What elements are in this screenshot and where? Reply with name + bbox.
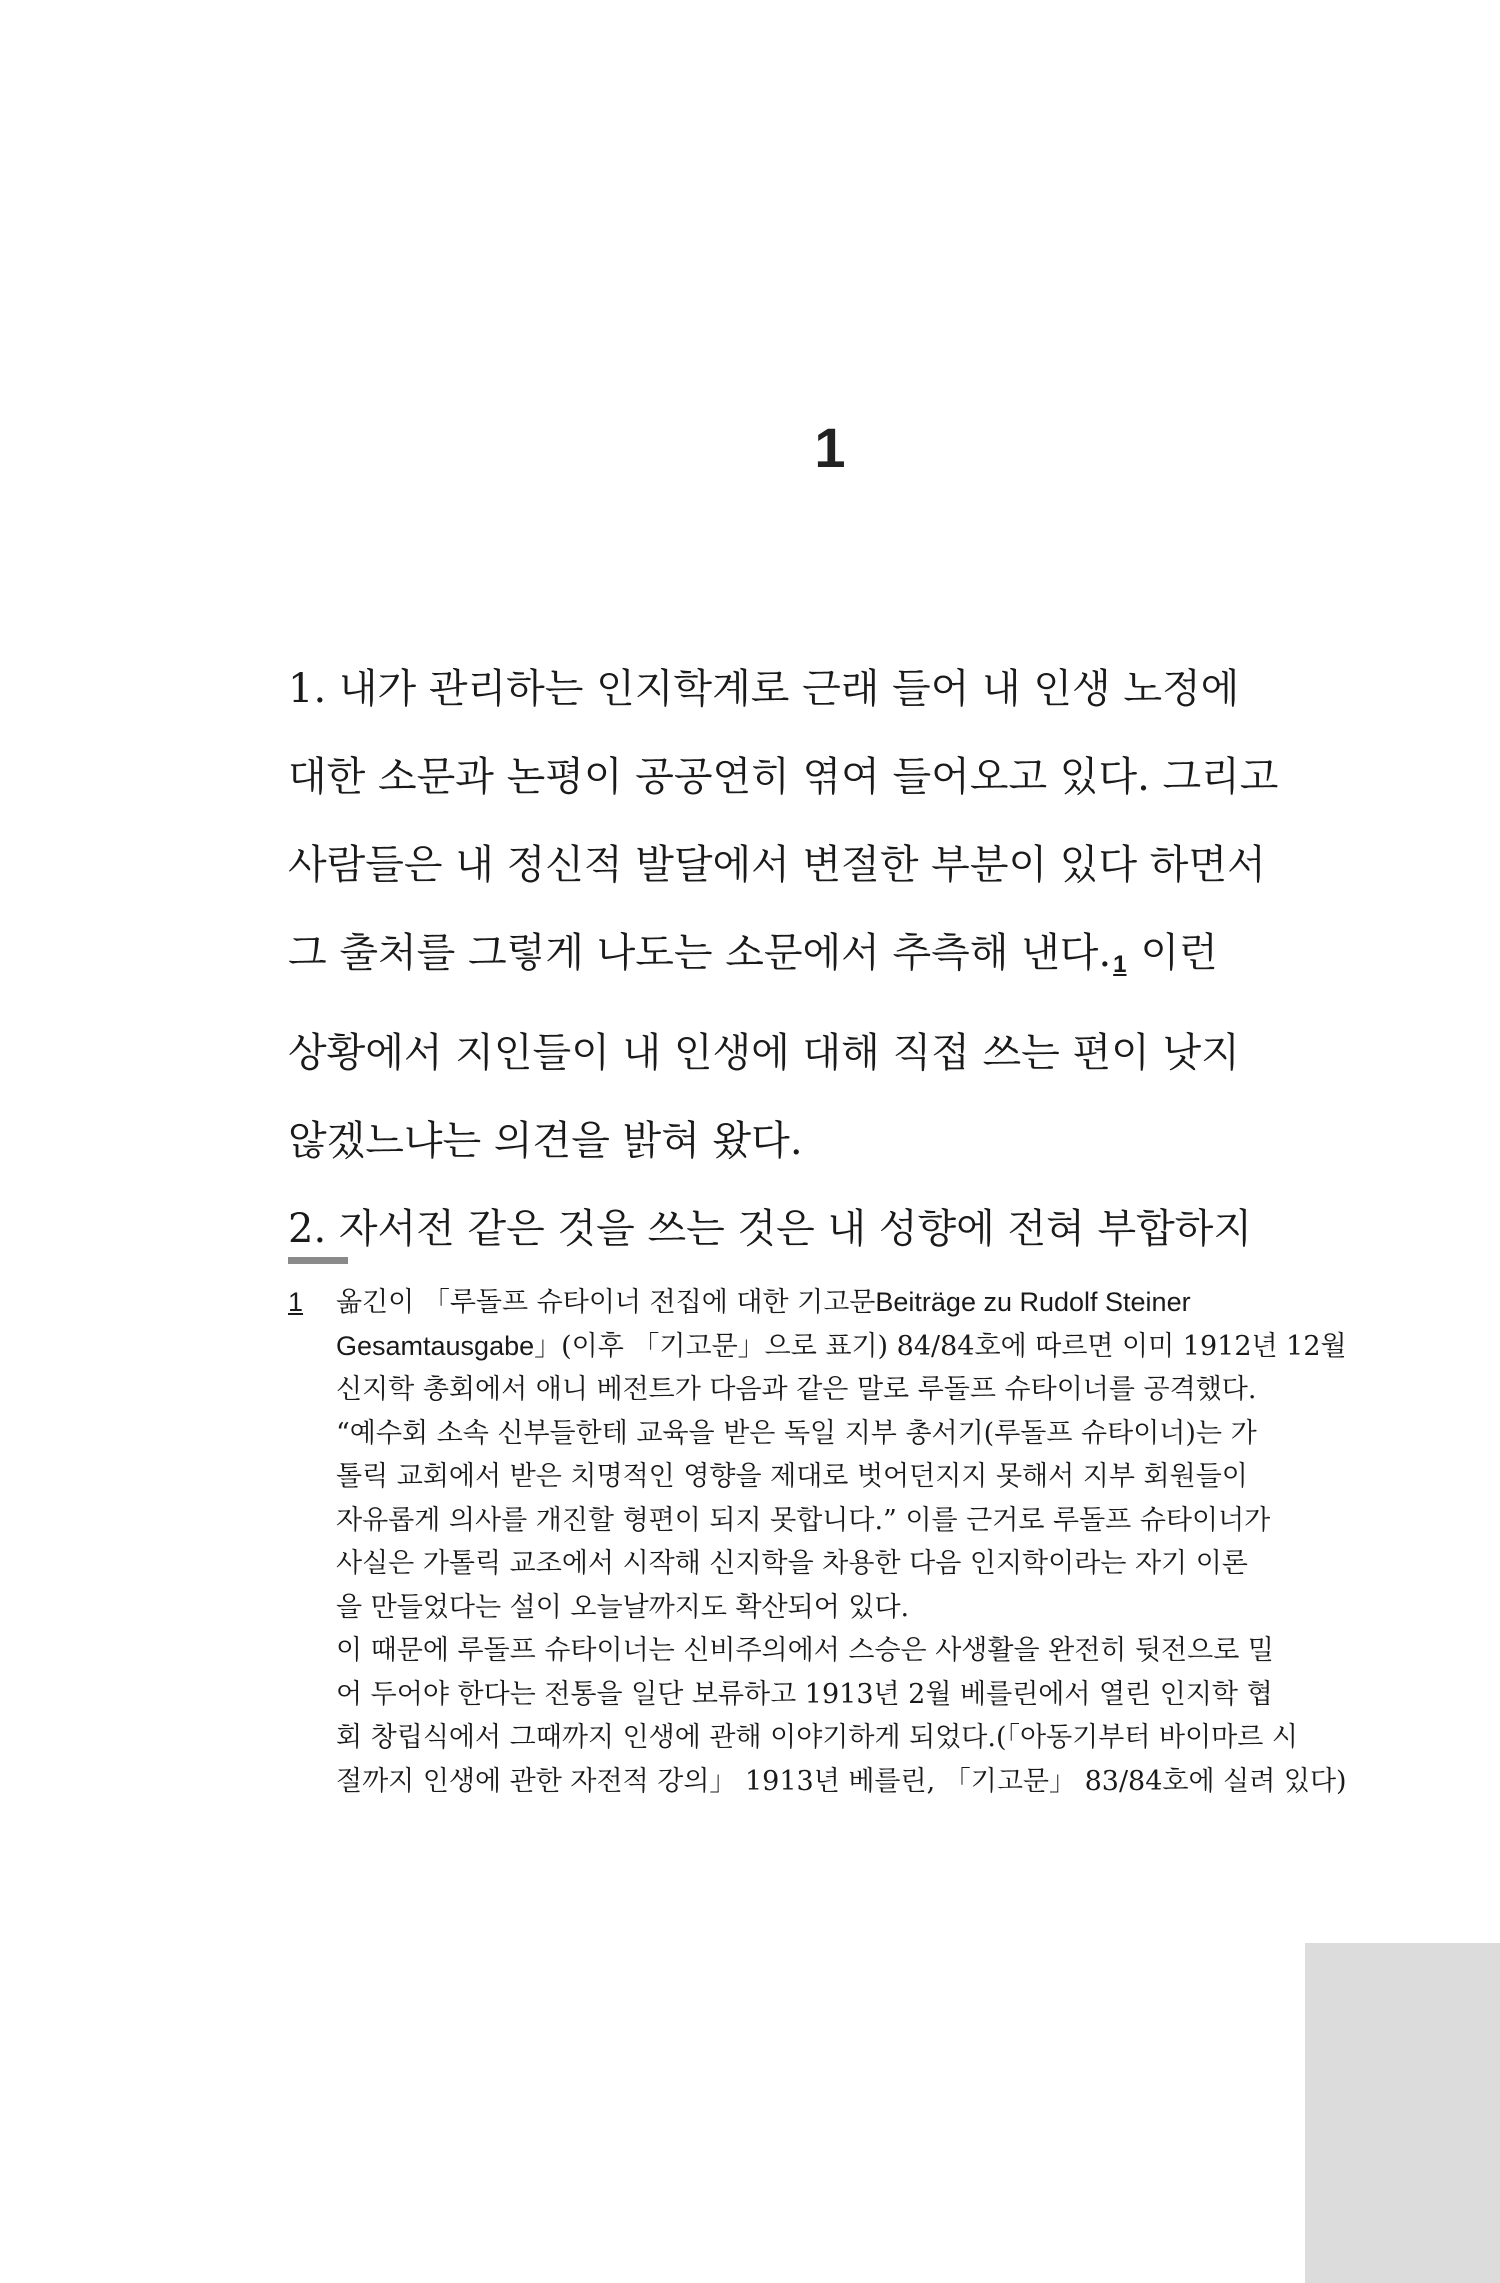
text-line: 않겠느냐는 의견을 밝혀 왔다.: [288, 1118, 803, 1164]
footnote-line: 자유롭게 의사를 개진할 형편이 되지 못합니다.” 이를 근거로 루돌프 슈타이너가: [336, 1504, 1271, 1536]
footnotes: [288, 1281, 1378, 1803]
paragraph-2: [288, 1185, 1388, 1273]
text-segment: 그 출처를 그렇게 나도는 소문에서 추측해 낸다.: [288, 930, 1112, 976]
body-text: [288, 645, 1388, 1273]
footnote-german-title: Beiträge zu Rudolf Steiner: [875, 1287, 1191, 1317]
text-line: 2. 자서전 같은 것을 쓰는 것은 내 성향에 전혀 부합하지: [288, 1206, 1253, 1252]
footnote-line: 회 창립식에서 그때까지 인생에 관해 이야기하게 되었다.(「아동기부터 바이마르 시: [336, 1722, 1298, 1753]
chapter-number: 1: [814, 416, 846, 479]
footnote-line: 절까지 인생에 관한 자전적 강의」 1913년 베를린, 「기고문」 83/84호에 실려 있다): [336, 1765, 1347, 1797]
footnote-reference-link[interactable]: 1: [1113, 951, 1127, 978]
footnote-line: [336, 1281, 1378, 1325]
footnote-line: 톨릭 교회에서 받은 치명적인 영향을 제대로 벗어던지지 못해서 지부 회원들이: [336, 1461, 1248, 1492]
footnote-line: 신지학 총회에서 애니 베전트가 다음과 같은 말로 루돌프 슈타이너를 공격했다.: [336, 1374, 1257, 1405]
footnote-marker: 1: [288, 1287, 304, 1317]
text-line: 사람들은 내 정신적 발달에서 변절한 부분이 있다 하면서: [288, 842, 1266, 888]
footnote-1: [288, 1281, 1378, 1803]
footnote-text: 옮긴이 「루돌프 슈타이너 전집에 대한 기고문: [336, 1287, 876, 1318]
footnote-text: 」(이후 「기고문」으로 표기) 84/84호에 따르면 이미 1912년 12월: [534, 1330, 1347, 1362]
text-line: [288, 909, 1388, 1009]
footnote-line: 이 때문에 루돌프 슈타이너는 신비주의에서 스승은 사생활을 완전히 뒷전으로 밀: [336, 1635, 1274, 1666]
text-line: 대한 소문과 논평이 공공연히 엮여 들어오고 있다. 그리고: [288, 754, 1279, 800]
paragraph-1: [288, 645, 1388, 1185]
footnote-line: 사실은 가톨릭 교조에서 시작해 신지학을 차용한 다음 인지학이라는 자기 이론: [336, 1548, 1248, 1579]
footnote-divider: [288, 1257, 348, 1264]
footnote-german-title: Gesamtausgabe: [336, 1330, 535, 1361]
footnote-line: 을 만들었다는 설이 오늘날까지도 확산되어 있다.: [336, 1591, 910, 1623]
footnote-line: “예수회 소속 신부들한테 교육을 받은 독일 지부 총서기(루돌프 슈타이너)는 가: [336, 1417, 1257, 1449]
text-line: 1. 내가 관리하는 인지학계로 근래 들어 내 인생 노정에: [288, 666, 1240, 712]
page-edge-tab: [1305, 1943, 1500, 2283]
footnote-line: [336, 1325, 1378, 1369]
footnote-line: 어 두어야 한다는 전통을 일단 보류하고 1913년 2월 베를린에서 열린 인지학 협: [336, 1678, 1273, 1710]
text-line: 상황에서 지인들이 내 인생에 대해 직접 쓰는 편이 낫지: [288, 1030, 1240, 1076]
text-segment: 이런: [1140, 930, 1218, 976]
